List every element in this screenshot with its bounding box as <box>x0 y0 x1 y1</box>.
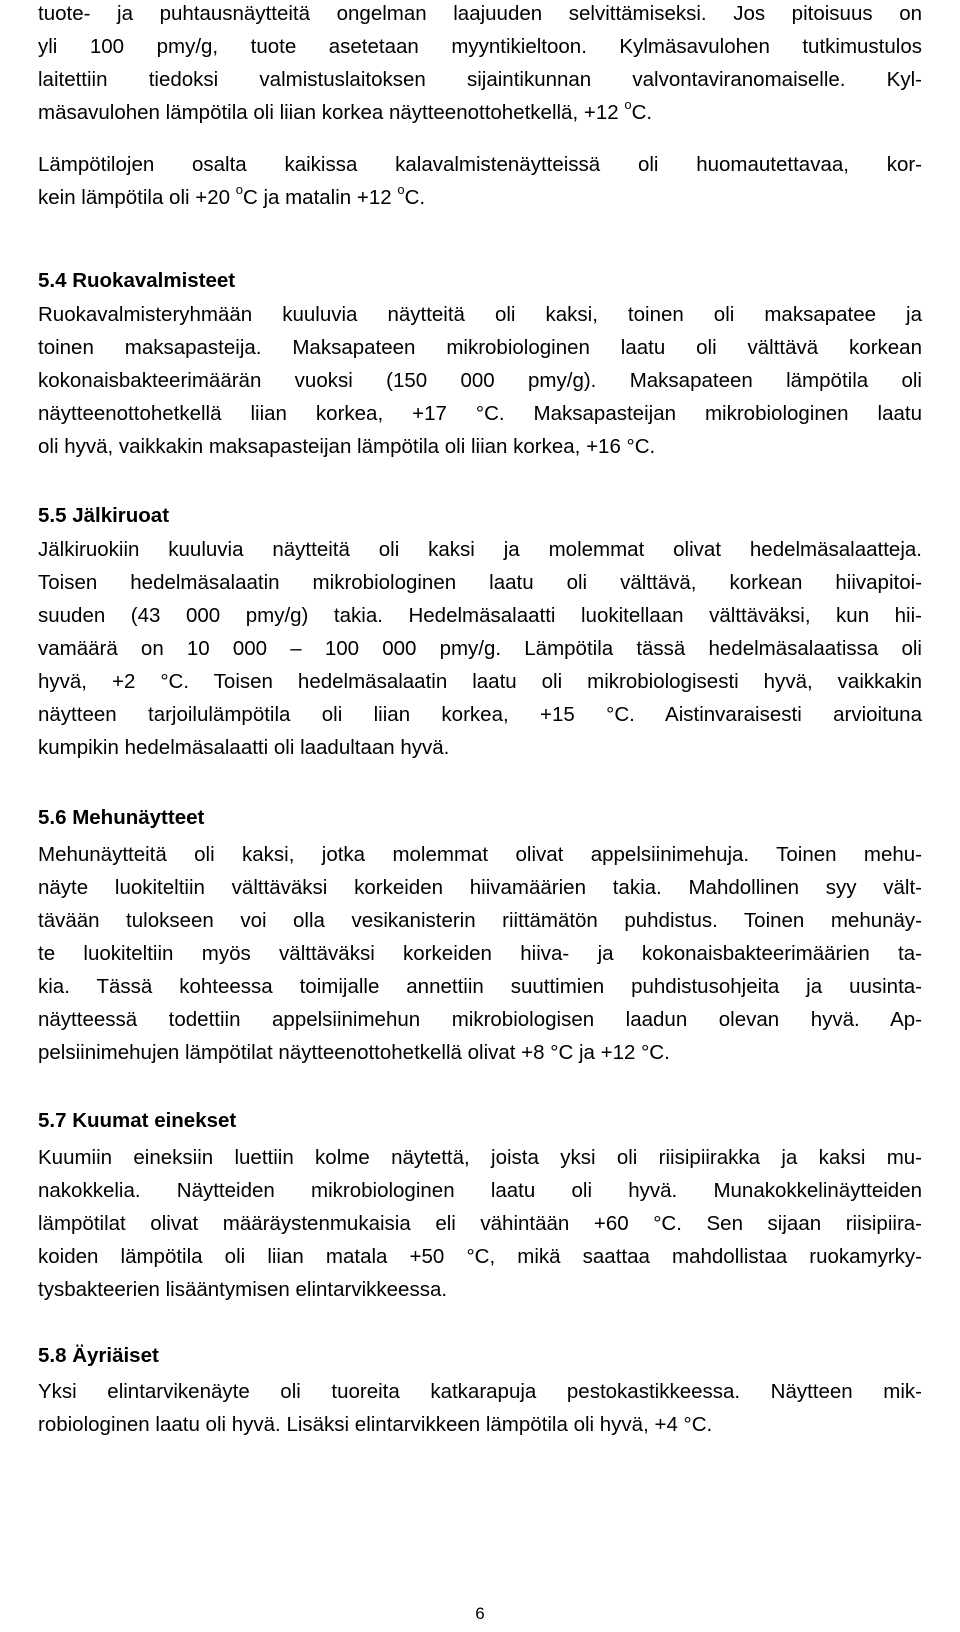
text-line: Lämpötilojen osalta kaikissa kalavalmistenäytteissä oli huomautettavaa, kor- <box>38 153 922 176</box>
text-line: Yksi elintarvikenäyte oli tuoreita katkarapuja pestokastikkeessa. Näytteen mik- <box>38 1380 922 1403</box>
text-line: Jälkiruokiin kuuluvia näytteitä oli kaksi ja molemmat olivat hedelmäsalaatteja. <box>38 538 922 561</box>
text-line: tuote- ja puhtausnäytteitä ongelman laajuuden selvittämiseksi. Jos pitoisuus on <box>38 2 922 25</box>
text-line: Kuumiin eineksiin luettiin kolme näytettä, joista yksi oli riisipiirakka ja kaksi mu- <box>38 1146 922 1169</box>
section-body-kuumat-einekset <box>38 1141 922 1306</box>
text-line: kokonaisbakteerimäärän vuoksi (150 000 pmy/g). Maksapateen lämpötila oli <box>38 369 922 392</box>
text-line: toinen maksapasteija. Maksapateen mikrobiologinen laatu oli välttävä korkean <box>38 336 922 359</box>
text-line <box>38 96 922 129</box>
text-line: hyvä, +2 °C. Toisen hedelmäsalaatin laatu oli mikrobiologisesti hyvä, vaikkakin <box>38 670 922 693</box>
degree-superscript: o <box>624 97 632 113</box>
text-line: koiden lämpötila oli liian matala +50 °C, mikä saattaa mahdollistaa ruokamyrky- <box>38 1245 922 1268</box>
text-line: näytteen tarjoilulämpötila oli liian korkea, +15 °C. Aistinvaraisesti arvioituna <box>38 703 922 726</box>
text-line: kia. Tässä kohteessa toimijalle annettiin suuttimien puhdistusohjeita ja uusinta- <box>38 975 922 998</box>
text-line: Ruokavalmisteryhmään kuuluvia näytteitä oli kaksi, toinen oli maksapatee ja <box>38 303 922 326</box>
page-number: 6 <box>475 1604 485 1623</box>
section-heading-ruokavalmisteet: 5.4 Ruokavalmisteet <box>38 269 236 292</box>
text-line: yli 100 pmy/g, tuote asetetaan myyntikieltoon. Kylmäsavulohen tutkimustulos <box>38 35 922 58</box>
text-line: lämpötilat olivat määräystenmukaisia eli vähintään +60 °C. Sen sijaan riisipiira- <box>38 1212 922 1235</box>
text-fragment: kein lämpötila oli +20 <box>38 186 236 209</box>
text-line: näyte luokiteltiin välttäväksi korkeiden hiivamäärien takia. Mahdollinen syy vält- <box>38 876 922 899</box>
text-line: te luokiteltiin myös välttäväksi korkeiden hiiva- ja kokonaisbakteerimäärien ta- <box>38 942 922 965</box>
text-line: nakokkelia. Näytteiden mikrobiologinen laatu oli hyvä. Munakokkelinäytteiden <box>38 1179 922 1202</box>
section-heading-jalkiruoat: 5.5 Jälkiruoat <box>38 504 170 527</box>
section-body-mehunaytteet <box>38 838 922 1069</box>
section-body-ruokavalmisteet <box>38 298 922 463</box>
text-line: näytteessä todettiin appelsiinimehun mikrobiologisen laadun olevan hyvä. Ap- <box>38 1008 922 1031</box>
text-fragment: mäsavulohen lämpötila oli liian korkea näytteenottohetkellä, +12 <box>38 101 625 124</box>
text-line: kumpikin hedelmäsalaatti oli laadultaan hyvä. <box>38 736 450 759</box>
text-line: Mehunäytteitä oli kaksi, jotka molemmat olivat appelsiinimehuja. Toinen mehu- <box>38 843 922 866</box>
text-fragment: C. <box>404 186 426 209</box>
section-body-ayriaiset <box>38 1375 922 1441</box>
section-heading-ayriaiset: 5.8 Äyriäiset <box>38 1344 159 1367</box>
text-line: suuden (43 000 pmy/g) takia. Hedelmäsalaatti luokitellaan välttäväksi, kun hii- <box>38 604 922 627</box>
text-line: näytteenottohetkellä liian korkea, +17 °C. Maksapasteijan mikrobiologinen laatu <box>38 402 922 425</box>
text-line: laitettiin tiedoksi valmistuslaitoksen sijaintikunnan valvontaviranomaiselle. Kyl- <box>38 68 922 91</box>
text-line: pelsiinimehujen lämpötilat näytteenottohetkellä olivat +8 °C ja +12 °C. <box>38 1041 670 1064</box>
text-line: vamäärä on 10 000 – 100 000 pmy/g. Lämpötila tässä hedelmäsalaatissa oli <box>38 637 922 660</box>
text-fragment: C. <box>631 101 653 124</box>
text-line: robiologinen laatu oli hyvä. Lisäksi elintarvikkeen lämpötila oli hyvä, +4 °C. <box>38 1413 713 1436</box>
text-line: tysbakteerien lisääntymisen elintarvikkeessa. <box>38 1278 448 1301</box>
section-heading-mehunaytteet: 5.6 Mehunäytteet <box>38 806 205 829</box>
section-heading-kuumat-einekset: 5.7 Kuumat einekset <box>38 1109 237 1132</box>
degree-superscript: o <box>397 182 405 198</box>
intro-paragraph <box>38 0 922 129</box>
text-line <box>38 181 922 214</box>
text-line: oli hyvä, vaikkakin maksapasteijan lämpötila oli liian korkea, +16 °C. <box>38 435 656 458</box>
text-line: tävään tulokseen voi olla vesikanisterin riittämätön puhdistus. Toinen mehunäy- <box>38 909 922 932</box>
text-fragment: C ja matalin +12 <box>242 186 398 209</box>
section-body-jalkiruoat <box>38 533 922 764</box>
temperature-paragraph <box>38 148 922 214</box>
degree-superscript: o <box>235 182 243 198</box>
text-line: Toisen hedelmäsalaatin mikrobiologinen laatu oli välttävä, korkean hiivapitoi- <box>38 571 922 594</box>
